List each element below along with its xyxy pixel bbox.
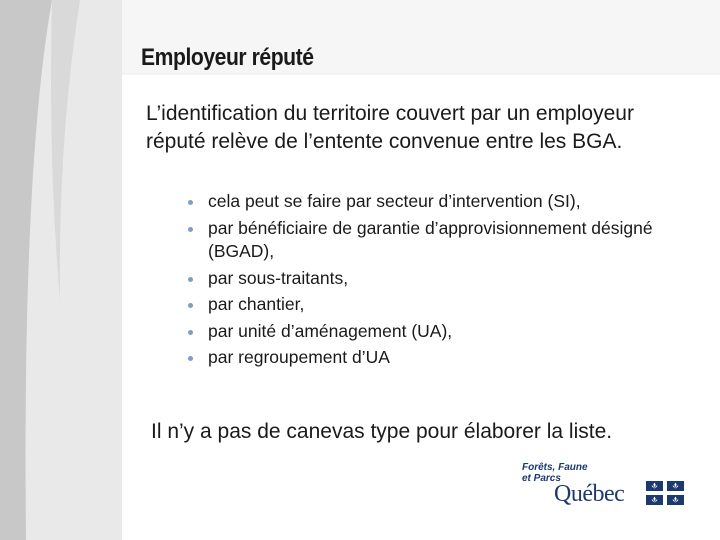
bullet-text: par sous‑traitants, (208, 267, 349, 288)
bullet-dot-icon (188, 356, 193, 361)
slide-title: Employeur réputé (141, 44, 314, 71)
bullet-dot-icon (188, 303, 193, 308)
list-item (187, 320, 667, 344)
bullet-list (187, 190, 667, 373)
bullet-text: par chantier, (208, 294, 305, 314)
bullet-text: cela peut se faire par secteur d’intervention (SI), (208, 191, 581, 211)
bullet-text: par unité d’aménagement (UA), (208, 320, 453, 341)
closing-statement: Il n’y a pas de canevas type pour élaborer la liste. (151, 420, 613, 443)
list-item (187, 346, 667, 370)
list-item (187, 217, 667, 264)
fleurdelise-flag-icon (646, 481, 684, 505)
lead-paragraph: L’identification du territoire couvert par un employeur réputé relève de l’entente convenue entre les BGA. (146, 102, 634, 153)
quebec-government-logo (520, 460, 690, 510)
bullet-dot-icon (188, 277, 193, 282)
ministry-line-1: Forêts, Faune (522, 462, 588, 473)
bullet-text: par regroupement d’UA (208, 347, 390, 367)
bullet-text: par bénéficiaire de garantie d’approvisionnement désigné (BGAD), (208, 217, 653, 261)
bullet-dot-icon (188, 200, 193, 205)
ministry-line-2: et Parcs (522, 473, 561, 484)
list-item (187, 293, 667, 317)
bullet-dot-icon (188, 330, 193, 335)
quebec-wordmark: Québec (554, 481, 625, 507)
list-item (187, 190, 667, 214)
bullet-dot-icon (188, 227, 193, 232)
list-item (187, 267, 667, 291)
